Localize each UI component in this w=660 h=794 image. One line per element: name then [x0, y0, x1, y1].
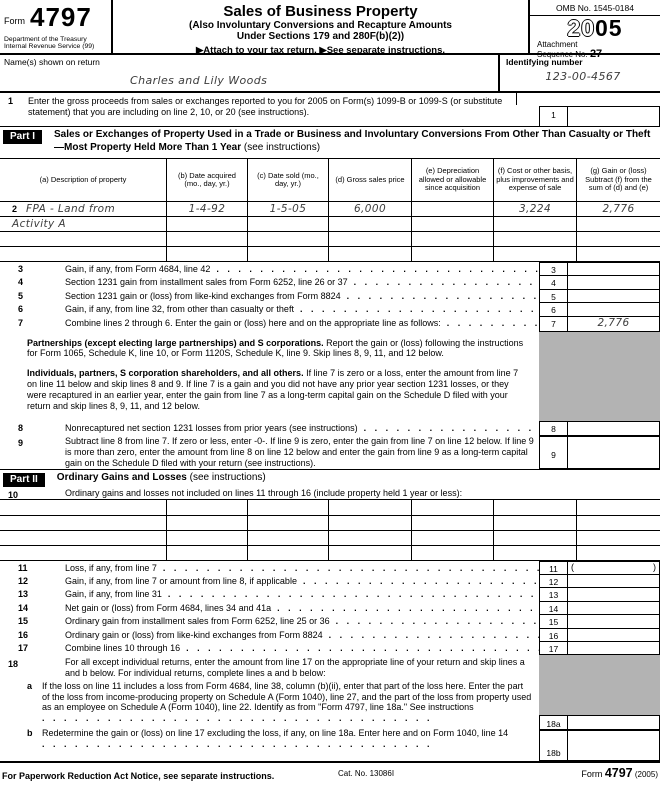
dotted-leader: [294, 302, 539, 316]
dotted-leader: [341, 289, 539, 303]
line-12-amount-box[interactable]: [568, 574, 660, 588]
col-header-date-acquired: (b) Date acquired (mo., day, yr.): [166, 159, 247, 201]
table-row: [0, 530, 660, 545]
dotted-leader: [210, 262, 539, 276]
line-text: Gain, if any, from Form 4684, line 42: [65, 264, 211, 274]
dotted-leader: [297, 574, 539, 588]
cell-gross-sales-price[interactable]: [328, 247, 411, 261]
line-number: 13: [18, 589, 29, 600]
line-number: 11: [18, 562, 28, 573]
dotted-leader: [323, 628, 539, 642]
form-number-block: [0, 0, 113, 53]
dept-line2: Internal Revenue Service (99): [4, 43, 95, 51]
cell-date-acquired[interactable]: [166, 232, 247, 246]
part1-band: [0, 127, 660, 158]
line-9: [0, 436, 660, 469]
attachment-label: Attachment: [537, 40, 578, 49]
cell-cost-basis[interactable]: [493, 247, 576, 261]
line-17-amount-box[interactable]: [568, 641, 660, 655]
cell-gross-sales-price[interactable]: [328, 546, 411, 560]
line-12: [0, 574, 660, 588]
cell-depreciation[interactable]: [411, 202, 493, 216]
form-title: Sales of Business Property: [223, 3, 418, 20]
line-18-intro: For all except individual returns, enter the amount from line 17 on the appropriate line of your return and skip lines a and b below. For individual returns, complete lines a and b below:: [65, 657, 525, 679]
cell-gain-loss[interactable]: [576, 516, 660, 530]
form-number: 4797: [30, 2, 92, 32]
cell-gain-loss[interactable]: [576, 247, 660, 261]
cell-date-acquired[interactable]: [166, 217, 247, 231]
line-number: 4: [18, 277, 24, 288]
line-text: Net gain or (loss) from Form 4684, lines 34 and 41a: [65, 602, 272, 613]
line-18b-amount-box[interactable]: [568, 731, 660, 761]
cell-date-sold[interactable]: [247, 247, 328, 261]
line-text: Nonrecaptured net section 1231 losses from prior years (see instructions): [65, 422, 358, 433]
line-1-amount-box[interactable]: [568, 106, 660, 127]
line-18a-letter: a: [27, 680, 33, 691]
identifying-number-label: Identifying number: [506, 57, 583, 67]
form-footer-id: Form 4797 (2005): [581, 766, 658, 781]
dotted-leader: [180, 641, 539, 655]
cell-date-sold[interactable]: [247, 217, 328, 231]
cell-cost-basis[interactable]: 3,224: [493, 202, 576, 216]
line-text: Subtract line 8 from line 7. If zero or less, enter -0-. If line 9 is zero, enter the gain from line 7 on line 12 below. If line 9 is more than zero, enter the amount from line 8 on line 12 below and enter the gain from line 9 as a long-term capital gain on the Schedule D filed with your return (see instructions).: [65, 435, 534, 468]
line-number: 3: [18, 264, 24, 274]
form-subtitle-1: (Also Involuntary Conversions and Recapture Amounts: [188, 20, 452, 31]
cell-depreciation[interactable]: [411, 516, 493, 530]
shaded-area: [539, 332, 660, 421]
line-text: Section 1231 gain from installment sales from Form 6252, line 26 or 37: [65, 277, 348, 288]
col-header-gross-sales-price: (d) Gross sales price: [328, 159, 411, 201]
line-7-box-label: 7: [539, 316, 568, 332]
form-footer: [0, 761, 660, 784]
line-15-box-label: 15: [539, 614, 568, 628]
form-word: Form: [4, 16, 25, 26]
cell-gain-loss[interactable]: [576, 500, 660, 515]
shaded-area: [539, 655, 660, 715]
name-label: Name(s) shown on return: [4, 57, 100, 67]
part1-title: Sales or Exchanges of Property Used in a Trade or Business and Involuntary Conversions From Other Than Casualty or Theft—Most Property Held More Than 1 Year: [54, 129, 651, 153]
line-text: Ordinary gains and losses not included on lines 11 through 16 (include property held 1 year or less):: [65, 487, 463, 498]
cell-description[interactable]: [0, 232, 166, 246]
part1-table: [0, 158, 660, 262]
line-14-amount-box[interactable]: [568, 601, 660, 615]
cell-depreciation[interactable]: [411, 247, 493, 261]
line-15-amount-box[interactable]: [568, 614, 660, 628]
individuals-lead: Individuals, partners, S corporation shareholders, and all others.: [27, 368, 304, 379]
line-18b-box-label: 18b: [539, 731, 568, 761]
cell-date-acquired[interactable]: [166, 247, 247, 261]
line-number: 17: [18, 642, 29, 653]
cell-description[interactable]: [0, 546, 166, 560]
cell-depreciation[interactable]: [411, 232, 493, 246]
name-field[interactable]: [0, 55, 498, 91]
line-16: [0, 628, 660, 642]
line-17: [0, 641, 660, 655]
cell-gross-sales-price[interactable]: [328, 531, 411, 545]
table-row: [0, 201, 660, 216]
cell-date-sold[interactable]: [247, 546, 328, 560]
dotted-leader: [348, 275, 539, 289]
line-9-box-label: 9: [539, 436, 568, 469]
line-number: 16: [18, 629, 29, 640]
cell-cost-basis[interactable]: [493, 500, 576, 515]
line-18a-amount-box[interactable]: [568, 715, 660, 729]
line-6-box-label: 6: [539, 302, 568, 316]
line-4-box-label: 4: [539, 275, 568, 289]
table-row: [0, 515, 660, 530]
line-number: 18: [8, 659, 19, 670]
table-row: [0, 216, 660, 231]
form-title-block: [113, 0, 528, 56]
cell-description[interactable]: [0, 500, 166, 515]
cell-gross-sales-price[interactable]: [328, 217, 411, 231]
line-text: Section 1231 gain or (loss) from like-kind exchanges from Form 8824: [65, 290, 341, 301]
dotted-leader: [42, 713, 433, 723]
cell-gross-sales-price[interactable]: 6,000: [328, 202, 411, 216]
col-header-date-sold: (c) Date sold (mo., day, yr.): [247, 159, 328, 201]
col-header-depreciation: (e) Depreciation allowed or allowable since acquisition: [411, 159, 493, 201]
line-number: 15: [18, 616, 29, 627]
table-row: [0, 500, 660, 515]
line-18: [0, 655, 660, 761]
form-subtitle-2: Under Sections 179 and 280F(b)(2)): [236, 31, 405, 42]
table-header-row: [0, 159, 660, 201]
tax-year: [530, 17, 660, 40]
cell-gain-loss[interactable]: [576, 232, 660, 246]
part1-label: Part I: [3, 130, 42, 144]
line-7-amount-box[interactable]: 2,776: [568, 316, 660, 332]
line-11-box-label: 11: [539, 561, 568, 575]
table-row: [0, 246, 660, 261]
cell-description[interactable]: 2 FPA - Land from: [12, 202, 116, 215]
line-17-box-label: 17: [539, 641, 568, 655]
cell-date-acquired[interactable]: [166, 516, 247, 530]
cell-gain-loss[interactable]: 2,776: [576, 202, 660, 216]
line-13: [0, 587, 660, 601]
part2-band: [0, 469, 660, 487]
cell-cost-basis[interactable]: [493, 516, 576, 530]
line-11: [0, 561, 660, 575]
table-row: [0, 231, 660, 246]
line-3-amount-box[interactable]: [568, 262, 660, 276]
line-1-number: 1: [8, 96, 14, 106]
name-value[interactable]: Charles and Lily Woods: [130, 74, 268, 87]
tax-year-suffix: 05: [595, 15, 623, 41]
cell-date-sold[interactable]: 1-5-05: [247, 202, 328, 216]
cell-gross-sales-price[interactable]: [328, 232, 411, 246]
cell-depreciation[interactable]: [411, 217, 493, 231]
form-header: [0, 0, 660, 60]
part2-table: [0, 499, 660, 561]
line-text: Combine lines 10 through 16: [65, 642, 181, 653]
col-header-description: (a) Description of property: [39, 174, 127, 184]
tax-year-prefix: 20: [567, 15, 595, 41]
col-header-gain-loss: (g) Gain or (loss) Subtract (f) from the sum of (d) and (e): [576, 159, 660, 201]
dept-line1: Department of the Treasury: [4, 35, 87, 43]
line-number: 5: [18, 290, 24, 301]
dotted-leader: [441, 316, 539, 332]
line-number: 7: [18, 317, 24, 328]
line-8-box-label: 8: [539, 421, 568, 437]
part2-lines: [0, 561, 660, 656]
cell-date-sold[interactable]: [247, 232, 328, 246]
cell-depreciation[interactable]: [411, 500, 493, 515]
line-5: [0, 289, 660, 303]
identifying-number-field[interactable]: [498, 55, 660, 91]
line-number: 14: [18, 602, 29, 613]
line-13-box-label: 13: [539, 587, 568, 601]
cell-cost-basis[interactable]: [493, 546, 576, 560]
line-18a-text: If the loss on line 11 includes a loss from Form 4684, line 38, column (b)(ii), enter that part of the loss here. Enter the part of the loss from income-producing property on Schedule A (Form 1040), line 27, and the part of the loss from property used as an employee on Schedule A (Form 1040), line 22. Identify as from "Form 4797, line 18a." See instructions: [42, 680, 532, 713]
individuals-text: If line 7 is zero or a loss, enter the amount from line 7 on line 11 below and skip lines 8 and 9. If line 7 is a gain and you did not have any prior year section 1231 losses, or they were recaptured in an earlier year, enter the gain from line 7 as a long-term capital gain on the Schedule D filed with your return and skip lines 8, 9, 11, and 12 below.: [27, 368, 519, 411]
sequence-label: Sequence No.: [537, 49, 590, 59]
line-number: 10: [8, 489, 19, 500]
line-1-box-label: 1: [539, 106, 568, 127]
part1-see-instructions: (see instructions): [243, 141, 321, 153]
cell-cost-basis[interactable]: [493, 531, 576, 545]
line-15: [0, 614, 660, 628]
catalog-number: Cat. No. 13086I: [338, 769, 395, 779]
line-number: 12: [18, 575, 29, 586]
divider-tick: [516, 93, 517, 105]
cell-gross-sales-price[interactable]: [328, 516, 411, 530]
line-text: Ordinary gain or (loss) from like-kind exchanges from Form 8824: [65, 629, 323, 640]
attach-instruction: ▶Attach to your tax return. ▶See separate instructions.: [195, 45, 445, 56]
name-row: [0, 55, 660, 93]
cell-date-sold[interactable]: [247, 500, 328, 515]
omb-number: OMB No. 1545-0184: [530, 0, 660, 16]
cell-gain-loss[interactable]: [576, 217, 660, 231]
line-18b-letter: b: [27, 728, 33, 739]
line-number: 8: [18, 422, 24, 433]
line-text: Gain, if any, from line 31: [65, 589, 162, 600]
cell-date-sold[interactable]: [247, 531, 328, 545]
line-7: [0, 316, 660, 332]
col-header-cost-basis: (f) Cost or other basis, plus improvements and expense of sale: [493, 159, 576, 201]
part2-label: Part II: [3, 473, 45, 487]
sequence-number: 27: [589, 47, 603, 60]
line-14: [0, 601, 660, 615]
cell-description[interactable]: [0, 516, 166, 530]
cell-cost-basis[interactable]: [493, 232, 576, 246]
line-16-amount-box[interactable]: [568, 628, 660, 642]
cell-description[interactable]: Activity A: [12, 217, 66, 230]
dotted-leader: [162, 587, 539, 601]
partnerships-text: Report the gain or (loss) following the instructions for Form 1065, Schedule K, line 10, or Form 1120S, Schedule K, line 9. Skip lines 8, 9, 11, and 12 below.: [27, 337, 524, 359]
line-text: Gain, if any, from line 7 or amount from line 8, if applicable: [65, 575, 297, 586]
cell-date-acquired[interactable]: [166, 500, 247, 515]
line-text: Ordinary gain from installment sales from Form 6252, line 25 or 36: [65, 616, 330, 627]
paperwork-notice: For Paperwork Reduction Act Notice, see separate instructions.: [2, 771, 275, 782]
cell-depreciation[interactable]: [411, 546, 493, 560]
dotted-leader: [271, 601, 539, 615]
dotted-leader: [42, 739, 433, 749]
cell-description[interactable]: [0, 531, 166, 545]
line-4-amount-box[interactable]: [568, 275, 660, 289]
cell-description[interactable]: [0, 247, 166, 261]
line-18a-box-label: 18a: [539, 715, 568, 729]
dotted-leader: [157, 561, 539, 575]
cell-gain-loss[interactable]: [576, 531, 660, 545]
line-text: Loss, if any, from line 7: [65, 562, 157, 573]
cell-date-acquired[interactable]: [166, 531, 247, 545]
line-3: [0, 262, 660, 276]
line-text: Combine lines 2 through 6. Enter the gain or (loss) here and on the appropriate line as follows:: [65, 317, 441, 328]
table-row: [0, 545, 660, 560]
line-13-amount-box[interactable]: [568, 587, 660, 601]
part2-see-instructions: (see instructions): [189, 471, 266, 483]
cell-date-acquired[interactable]: 1-4-92: [166, 202, 247, 216]
line-number: 6: [18, 304, 24, 315]
cell-date-acquired[interactable]: [166, 546, 247, 560]
line-18b-text: Redetermine the gain or (loss) on line 17 excluding the loss, if any, on line 18a. Enter here and on Form 1040, line 14: [42, 728, 509, 739]
partnerships-lead: Partnerships (except electing large partnerships) and S corporations.: [27, 337, 324, 348]
dotted-leader: [330, 614, 539, 628]
line-6-amount-box[interactable]: [568, 302, 660, 316]
line-12-box-label: 12: [539, 574, 568, 588]
line-10: [0, 487, 660, 499]
line-5-box-label: 5: [539, 289, 568, 303]
dotted-leader: [28, 118, 419, 119]
identifying-number-value[interactable]: 123-00-4567: [545, 70, 621, 83]
cell-date-sold[interactable]: [247, 516, 328, 530]
line-7-instructions: [0, 332, 660, 421]
cell-gross-sales-price[interactable]: [328, 500, 411, 515]
line-4: [0, 275, 660, 289]
line-1: [0, 93, 660, 127]
line-8-amount-box[interactable]: [568, 421, 660, 437]
line-3-box-label: 3: [539, 262, 568, 276]
line-text: Gain, if any, from line 32, from other than casualty or theft: [65, 304, 294, 315]
part1-lines: [0, 262, 660, 332]
line-16-box-label: 16: [539, 628, 568, 642]
line-5-amount-box[interactable]: [568, 289, 660, 303]
dotted-leader: [358, 421, 539, 437]
line-11-amount-box[interactable]: ( ): [568, 561, 660, 575]
line-number: 9: [18, 437, 24, 448]
line-14-box-label: 14: [539, 601, 568, 615]
line-9-amount-box[interactable]: [568, 436, 660, 469]
line-1-text: Enter the gross proceeds from sales or exchanges reported to you for 2005 on Form(s) 1099-B or 1099-S (or substitute statement) that you are including on line 2, 10, or 20 (see instructions).: [28, 96, 503, 117]
cell-cost-basis[interactable]: [493, 217, 576, 231]
cell-depreciation[interactable]: [411, 531, 493, 545]
line-6: [0, 302, 660, 316]
line-8: [0, 421, 660, 437]
part2-title: Ordinary Gains and Losses: [56, 471, 190, 483]
omb-block: [528, 0, 660, 60]
cell-gain-loss[interactable]: [576, 546, 660, 560]
